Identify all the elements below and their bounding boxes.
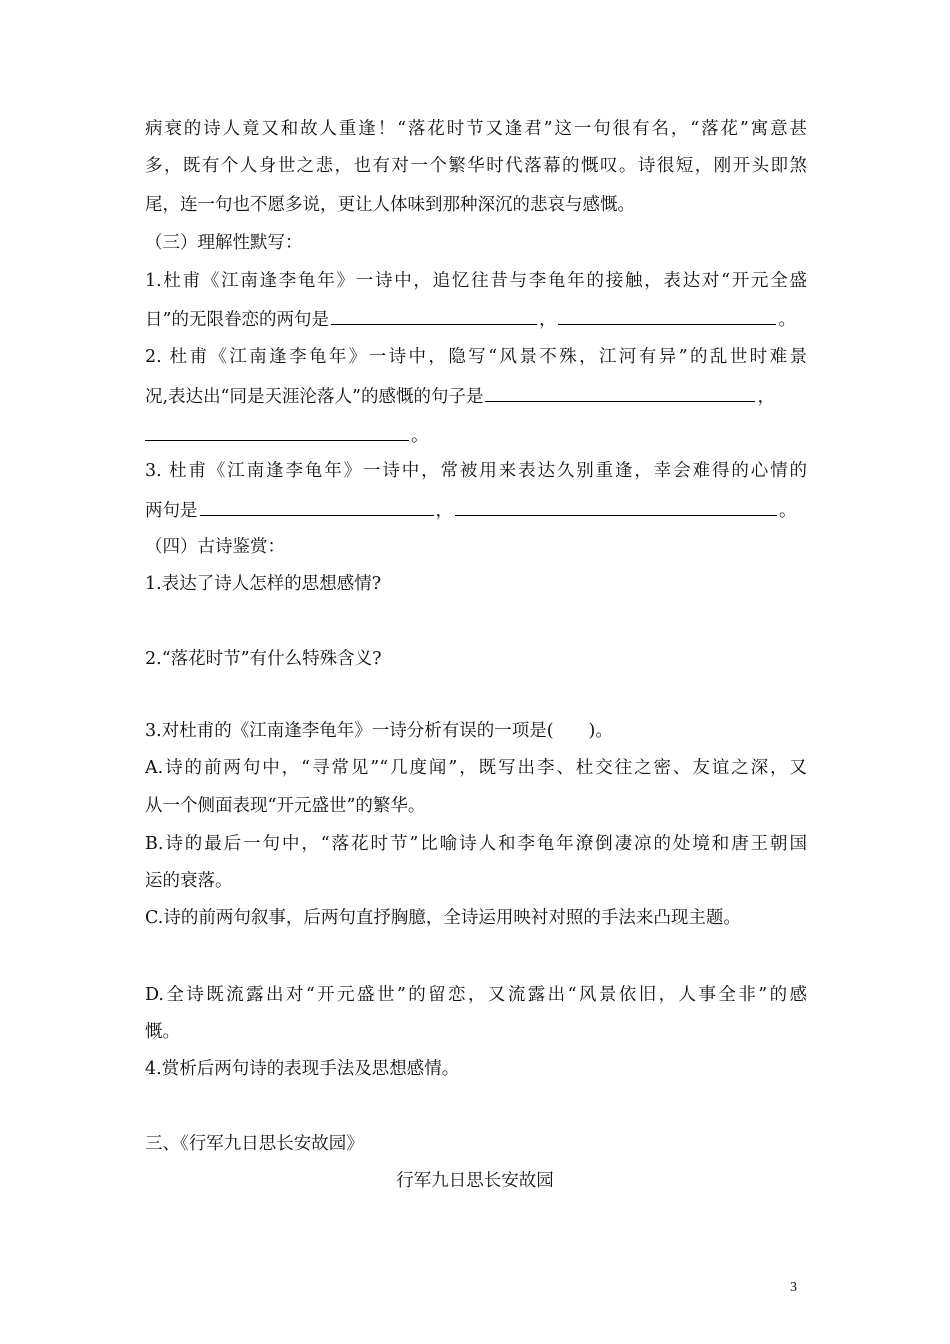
question-2-line-3	[145, 422, 807, 448]
option-d-line-2: 慨。	[145, 1022, 180, 1042]
option-a-line-1: A.诗的前两句中，“寻常见”“几度闻”，既写出李、杜交往之密、友谊之深，又	[145, 758, 807, 778]
question-1-text: 日”的无限眷恋的两句是	[145, 310, 329, 330]
period: 。	[411, 426, 429, 446]
answer-blank[interactable]	[485, 383, 755, 402]
appreciation-question-1: 1.表达了诗人怎样的思想感情?	[145, 574, 382, 594]
question-3-line-2	[145, 497, 807, 523]
answer-blank[interactable]	[558, 306, 776, 325]
option-b-line-1: B.诗的最后一句中，“落花时节”比喻诗人和李龟年潦倒凄凉的处境和唐王朝国	[145, 834, 807, 854]
comma: ，	[757, 387, 775, 407]
appreciation-question-2: 2.“落花时节”有什么特殊含义?	[145, 649, 382, 669]
question-1-line-1: 1.杜甫《江南逢李龟年》一诗中，追忆往昔与李龟年的接触，表达对“开元全盛	[145, 271, 807, 291]
question-2-line-1: 2. 杜甫《江南逢李龟年》一诗中，隐写“风景不殊，江河有异”的乱世时难景	[145, 347, 807, 367]
answer-blank[interactable]	[145, 422, 409, 441]
paragraph-line-2: 多，既有个人身世之悲，也有对一个繁华时代落幕的慨叹。诗很短，刚开头即煞	[145, 156, 807, 176]
answer-blank[interactable]	[455, 497, 777, 516]
option-c: C.诗的前两句叙事，后两句直抒胸臆，全诗运用映衬对照的手法来凸现主题。	[145, 908, 741, 928]
question-2-text: 况,表达出“同是天涯沦落人”的感慨的句子是	[145, 387, 484, 407]
option-a-line-2: 从一个侧面表现“开元盛世”的繁华。	[145, 796, 426, 816]
comma: ，	[538, 310, 557, 330]
section-heading-3: （三）理解性默写：	[145, 233, 303, 253]
appreciation-question-4: 4.赏析后两句诗的表现手法及思想感情。	[145, 1059, 460, 1079]
question-3-line-1: 3. 杜甫《江南逢李龟年》一诗中，常被用来表达久别重逢，幸会难得的心情的	[145, 461, 807, 481]
page-number: 3	[790, 1280, 797, 1295]
section-heading-next: 三、《行军九日思长安故园》	[145, 1134, 364, 1154]
option-b-line-2: 运的衰落。	[145, 871, 233, 891]
answer-blank[interactable]	[200, 497, 434, 516]
answer-blank[interactable]	[331, 306, 537, 325]
option-d-line-1: D.全诗既流露出对“开元盛世”的留恋，又流露出“风景依旧，人事全非”的感	[145, 985, 807, 1005]
comma: ，	[435, 501, 453, 521]
section-heading-4: （四）古诗鉴赏：	[145, 537, 285, 557]
paragraph-line-1: 病衰的诗人竟又和故人重逢！“落花时节又逢君”这一句很有名，“落花”寓意甚	[145, 119, 807, 139]
poem-title: 行军九日思长安故园	[396, 1171, 554, 1191]
question-3-text: 两句是	[145, 501, 198, 521]
appreciation-question-3: 3.对杜甫的《江南逢李龟年》一诗分析有误的一项是( )。	[145, 721, 613, 741]
question-2-line-2	[145, 383, 807, 409]
question-1-line-2	[145, 306, 807, 332]
period: 。	[779, 501, 797, 521]
paragraph-line-3: 尾，连一句也不愿多说，更让人体味到那种深沉的悲哀与感慨。	[145, 195, 635, 215]
period: 。	[778, 310, 796, 330]
